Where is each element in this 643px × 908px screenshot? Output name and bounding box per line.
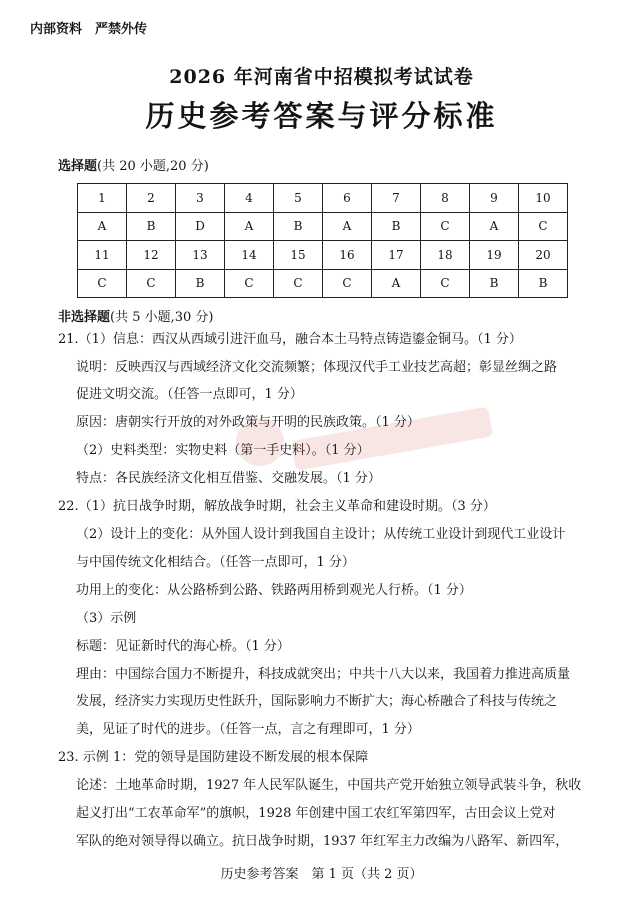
question-number-row (78, 241, 568, 270)
answer-line: 论述：土地革命时期，1927 年人民军队诞生，中国共产党开始独立领导武装斗争，秋收 (76, 778, 582, 793)
question-number-cell: 2 (127, 184, 176, 213)
question-number-cell: 14 (225, 241, 274, 270)
answer-cell: B (372, 212, 421, 241)
answer-cell: B (127, 212, 176, 241)
answer-cell: C (274, 269, 323, 298)
question-number-cell: 3 (176, 184, 225, 213)
question-number-cell: 6 (323, 184, 372, 213)
answer-line: 美，见证了时代的进步。（任答一点，言之有理即可，1 分） (76, 722, 420, 737)
answer-line: （2）史料类型：实物史料（第一手史料）。（1 分） (76, 443, 370, 458)
answer-cell: C (323, 269, 372, 298)
answer-cell: D (176, 212, 225, 241)
answer-line: 标题：见证新时代的海心桥。（1 分） (76, 639, 290, 654)
answer-line: 发展，经济实力实现历史性跃升，国际影响力不断扩大；海心桥融合了科技与传统之 (76, 694, 558, 709)
answer-line: （2）设计上的变化：从外国人设计到我国自主设计；从传统工业设计到现代工业设计 (76, 527, 566, 542)
answer-cell: B (519, 269, 568, 298)
question-number-cell: 11 (78, 241, 127, 270)
answer-line: 功用上的变化：从公路桥到公路、铁路两用桥到观光人行桥。（1 分） (76, 583, 472, 598)
answer-line: 说明：反映西汉与西域经济文化交流频繁；体现汉代手工业技艺高超；彰显丝绸之路 (76, 360, 558, 375)
answer-cell: C (127, 269, 176, 298)
answer-line: 23. 示例 1：党的领导是国防建设不断发展的根本保障 (58, 750, 369, 765)
answer-cell: C (519, 212, 568, 241)
answer-cell: A (225, 212, 274, 241)
answer-line: 特点：各民族经济文化相互借鉴、交融发展。（1 分） (76, 471, 381, 486)
confidential-notice: 内部资料 严禁外传 (30, 22, 148, 37)
nonchoice-section-label: 非选择题 (58, 310, 111, 325)
exam-title: 2026 年河南省中招模拟考试试卷 (169, 66, 474, 88)
question-number-cell: 15 (274, 241, 323, 270)
answer-line: 军队的绝对领导得以确立。抗日战争时期，1937 年红军主力改编为八路军、新四军， (76, 834, 569, 849)
page-footer: 历史参考答案 第 1 页（共 2 页） (220, 867, 423, 882)
nonchoice-section-heading (58, 306, 214, 325)
answer-cell: C (225, 269, 274, 298)
question-number-cell: 17 (372, 241, 421, 270)
answer-cell: C (421, 212, 470, 241)
question-number-cell: 5 (274, 184, 323, 213)
question-number-cell: 13 (176, 241, 225, 270)
answer-cell: A (372, 269, 421, 298)
answer-line: 与中国传统文化相结合。（任答一点即可，1 分） (76, 555, 355, 570)
question-number-cell: 16 (323, 241, 372, 270)
question-number-cell: 20 (519, 241, 568, 270)
answer-line: 促进文明交流。（任答一点即可，1 分） (76, 387, 303, 402)
choice-section-label: 选择题 (58, 159, 98, 174)
answer-line: 原因：唐朝实行开放的对外政策与开明的民族政策。（1 分） (76, 415, 420, 430)
answer-cell: C (78, 269, 127, 298)
nonchoice-section-note: (共 5 小题,30 分) (110, 310, 214, 325)
answer-key-row (78, 269, 568, 298)
answer-key-row (78, 212, 568, 241)
answer-line: （3）示例 (76, 611, 137, 626)
question-number-row (78, 184, 568, 213)
question-number-cell: 7 (372, 184, 421, 213)
answer-cell: B (470, 269, 519, 298)
choice-section-note: (共 20 小题,20 分) (97, 159, 209, 174)
answer-cell: A (323, 212, 372, 241)
answer-cell: A (470, 212, 519, 241)
question-number-cell: 1 (78, 184, 127, 213)
question-number-cell: 10 (519, 184, 568, 213)
answer-cell: A (78, 212, 127, 241)
answer-line: 22.（1）抗日战争时期，解放战争时期，社会主义革命和建设时期。（3 分） (58, 499, 496, 514)
question-number-cell: 9 (470, 184, 519, 213)
answer-line: 理由：中国综合国力不断提升，科技成就突出；中共十八大以来，我国着力推进高质量 (76, 667, 571, 682)
question-number-cell: 12 (127, 241, 176, 270)
document-title: 历史参考答案与评分标准 (145, 99, 498, 133)
answer-cell: B (176, 269, 225, 298)
answer-line: 起义打出“工农革命军”的旗帜，1928 年创建中国工农红军第四军，古田会议上党对 (76, 806, 556, 821)
question-number-cell: 19 (470, 241, 519, 270)
question-number-cell: 4 (225, 184, 274, 213)
answer-cell: B (274, 212, 323, 241)
answer-table (77, 183, 568, 298)
question-number-cell: 18 (421, 241, 470, 270)
question-number-cell: 8 (421, 184, 470, 213)
answer-cell: C (421, 269, 470, 298)
answer-line: 21.（1）信息：西汉从西域引进汗血马，融合本土马特点铸造鎏金铜马。（1 分） (58, 332, 522, 347)
choice-section-heading (58, 155, 209, 174)
